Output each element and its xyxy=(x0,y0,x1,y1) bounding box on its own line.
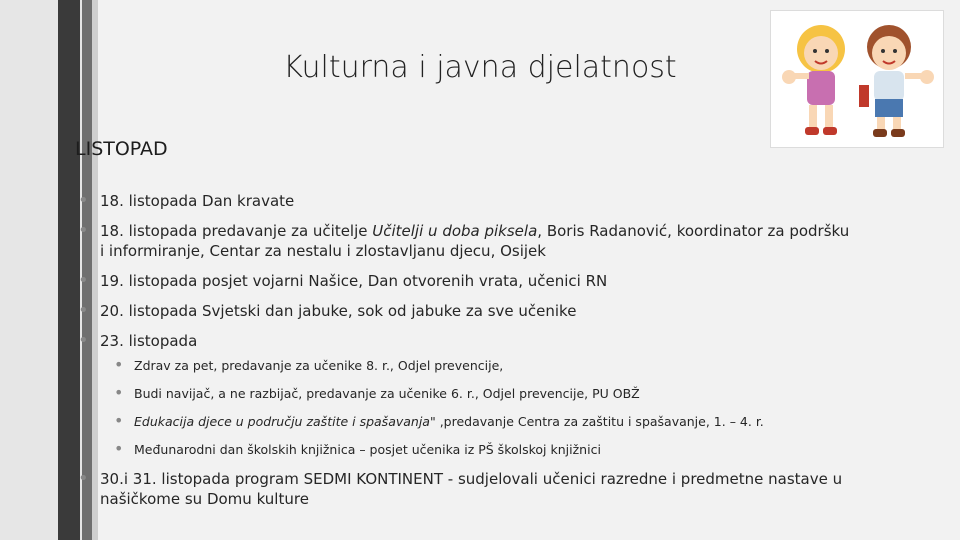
bullet: • xyxy=(114,383,124,402)
item-text: 19. listopada posjet vojarni Našice, Dan otvorenih vrata, učenici RN xyxy=(100,272,608,290)
bullet: • xyxy=(114,355,124,374)
item-text: , Boris Radanović, koordinator za podršku i informiranje, Centar za nestalu i zlostavljanu djecu, Osijek xyxy=(100,222,850,260)
subitem-italic-text: Edukacija djece u području zaštite i spašavanja" xyxy=(134,414,436,429)
bullet: • xyxy=(78,330,89,351)
sub-list-item xyxy=(98,385,858,403)
bullet: • xyxy=(78,220,89,241)
bullet: • xyxy=(114,439,124,458)
item-text: 18. listopada Dan kravate xyxy=(100,192,295,210)
children-illustration xyxy=(770,10,944,148)
slide-title: Kulturna i javna djelatnost xyxy=(283,50,677,85)
subitem-text: Međunarodni dan školskih knjižnica – posjet učenika iz PŠ školskoj knjižnici xyxy=(134,442,601,457)
subitem-text: Budi navijač, a ne razbijač, predavanje za učenike 6. r., Odjel prevencije, PU OBŽ xyxy=(134,386,640,401)
bullet: • xyxy=(78,468,89,489)
item-text: 30.i 31. listopada program SEDMI KONTINENT - sudjelovali učenici razredne i predmetne nastave u našičkome su Domu kulture xyxy=(100,470,843,508)
subitem-text: Zdrav za pet, predavanje za učenike 8. r., Odjel prevencije, xyxy=(134,358,504,373)
item-text: 18. listopada predavanje za učitelje xyxy=(100,222,373,240)
bullet: • xyxy=(78,190,89,211)
sub-list-item xyxy=(98,441,858,459)
event-list xyxy=(78,191,858,519)
list-item xyxy=(78,331,858,351)
bullet: • xyxy=(114,411,124,430)
list-item xyxy=(78,301,858,321)
bullet: • xyxy=(78,270,89,291)
subitem-text: ,predavanje Centra za zaštitu i spašavanje, 1. – 4. r. xyxy=(435,414,764,429)
list-item xyxy=(78,221,858,261)
sub-list-item xyxy=(98,357,858,375)
item-text: 23. listopada xyxy=(100,332,198,350)
list-item xyxy=(78,469,858,509)
sub-list-item xyxy=(98,413,858,431)
list-item xyxy=(78,271,858,291)
bullet: • xyxy=(78,300,89,321)
list-item xyxy=(78,191,858,211)
section-heading: LISTOPAD xyxy=(75,138,168,160)
decorative-stripe xyxy=(58,0,80,540)
item-italic-text: Učitelji u doba piksela xyxy=(372,222,538,240)
item-text: 20. listopada Svjetski dan jabuke, sok od jabuke za sve učenike xyxy=(100,302,577,320)
kids-thumbs-up-icon xyxy=(771,11,943,147)
